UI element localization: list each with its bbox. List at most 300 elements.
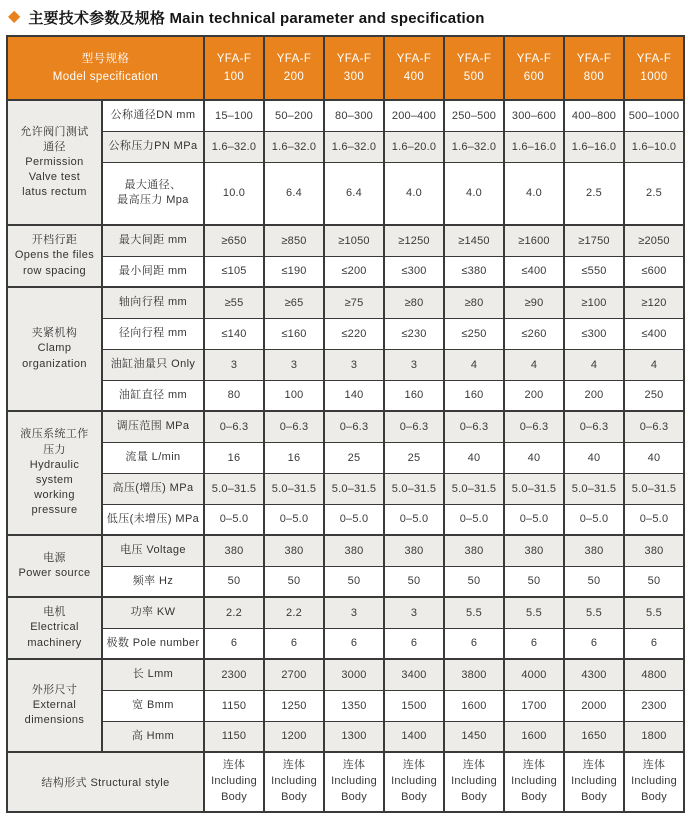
value-cell: ≥120 (624, 287, 684, 318)
structural-style-line: Including (211, 775, 257, 788)
model-spec-header-zh: 型号规格 (81, 52, 130, 65)
model-series-label: YFA-F (516, 52, 552, 65)
value-cell: 0–5.0 (444, 504, 504, 535)
structural-style-line: 连体 (642, 759, 666, 772)
value-cell: 0–6.3 (624, 411, 684, 442)
structural-style-value (624, 752, 684, 812)
value-cell: 1400 (384, 721, 444, 752)
model-header-1000 (624, 36, 684, 100)
value-cell: ≥80 (444, 287, 504, 318)
category-label-line: 夹紧机构 (31, 327, 78, 340)
value-cell: 0–5.0 (384, 504, 444, 535)
category-label-line: 通径 (43, 140, 66, 153)
structural-style-value (504, 752, 564, 812)
value-cell: 50 (504, 566, 564, 597)
value-cell: 40 (624, 442, 684, 473)
value-cell: 4 (504, 349, 564, 380)
value-cell: 1.6–32.0 (204, 131, 264, 162)
value-cell: 3 (384, 349, 444, 380)
value-cell: ≤400 (624, 318, 684, 349)
structural-style-line: Including (571, 775, 617, 788)
structural-style-value (264, 752, 324, 812)
model-series-label: YFA-F (396, 52, 432, 65)
model-header-400 (384, 36, 444, 100)
value-cell: 80 (204, 380, 264, 411)
value-cell: ≤550 (564, 256, 624, 287)
value-cell: 1200 (264, 721, 324, 752)
structural-style-line: Including (331, 775, 377, 788)
category-label-line: 允许阀门测试 (20, 125, 89, 138)
value-cell: 1450 (444, 721, 504, 752)
structural-style-line: 连体 (222, 759, 246, 772)
value-cell: 3 (384, 597, 444, 628)
structural-style-line: Body (581, 790, 607, 803)
category-label-line: 外形尺寸 (31, 683, 78, 696)
model-series-label: YFA-F (276, 52, 312, 65)
structural-style-line: Body (341, 790, 367, 803)
category-label-line: 电机 (43, 606, 66, 619)
structural-style-line: Including (271, 775, 317, 788)
value-cell: 6 (384, 628, 444, 659)
value-cell: 4 (624, 349, 684, 380)
value-cell: 16 (204, 442, 264, 473)
category-label-line: Electrical (30, 621, 79, 634)
category-cell-1 (7, 225, 102, 287)
parameter-label-line: 最大通径、 (124, 179, 182, 192)
category-label-line: organization (22, 357, 87, 370)
parameter-cell (102, 318, 204, 349)
value-cell: 4.0 (384, 162, 444, 225)
table-row (7, 411, 684, 442)
category-label-line: machinery (27, 636, 82, 649)
value-cell: 5.5 (564, 597, 624, 628)
parameter-label-line: 宽 Bmm (132, 699, 174, 712)
parameter-cell (102, 100, 204, 131)
structural-style-line: Body (461, 790, 487, 803)
value-cell: 1500 (384, 690, 444, 721)
value-cell: 3000 (324, 659, 384, 690)
value-cell: 16 (264, 442, 324, 473)
category-label-line: latus rectum (22, 186, 87, 199)
parameter-label-line: 电压 Voltage (120, 544, 186, 557)
structural-style-line: Including (391, 775, 437, 788)
value-cell: 0–6.3 (264, 411, 324, 442)
parameter-cell (102, 162, 204, 225)
value-cell: 1150 (204, 690, 264, 721)
value-cell: ≤250 (444, 318, 504, 349)
value-cell: 4.0 (444, 162, 504, 225)
structural-style-line: Including (631, 775, 677, 788)
parameter-label-line: 轴向行程 mm (118, 296, 188, 309)
value-cell: 2.2 (204, 597, 264, 628)
value-cell: 2300 (204, 659, 264, 690)
parameter-label-line: 最高压力 Mpa (117, 194, 189, 207)
structural-style-line: Including (451, 775, 497, 788)
value-cell: ≥90 (504, 287, 564, 318)
parameter-cell (102, 380, 204, 411)
category-cell-5 (7, 597, 102, 659)
structural-style-line: 连体 (522, 759, 546, 772)
parameter-label-line: 公称压力PN MPa (108, 140, 198, 153)
value-cell: 0–6.3 (444, 411, 504, 442)
parameter-cell (102, 349, 204, 380)
value-cell: ≤160 (264, 318, 324, 349)
structural-style-line: 连体 (282, 759, 306, 772)
value-cell: 300–600 (504, 100, 564, 131)
table-row (7, 535, 684, 566)
value-cell: 1650 (564, 721, 624, 752)
value-cell: 1.6–16.0 (504, 131, 564, 162)
parameter-cell (102, 256, 204, 287)
category-label-line: pressure (31, 504, 78, 517)
structural-style-value (384, 752, 444, 812)
value-cell: ≥100 (564, 287, 624, 318)
value-cell: 0–5.0 (624, 504, 684, 535)
value-cell: 3 (324, 349, 384, 380)
category-cell-2 (7, 287, 102, 411)
parameter-label-line: 低压(未增压) MPa (106, 512, 200, 525)
structural-style-line: 连体 (402, 759, 426, 772)
value-cell: 380 (384, 535, 444, 566)
model-size-label: 100 (223, 71, 245, 83)
parameter-cell (102, 721, 204, 752)
value-cell: 500–1000 (624, 100, 684, 131)
structural-style-line: 连体 (462, 759, 486, 772)
value-cell: 1600 (444, 690, 504, 721)
model-size-label: 300 (343, 71, 365, 83)
value-cell: 380 (264, 535, 324, 566)
value-cell: 400–800 (564, 100, 624, 131)
parameter-label-line: 调压范围 MPa (116, 420, 190, 433)
model-header-200 (264, 36, 324, 100)
structural-style-line: 连体 (342, 759, 366, 772)
value-cell: 6.4 (324, 162, 384, 225)
value-cell: 2700 (264, 659, 324, 690)
model-header-800 (564, 36, 624, 100)
table-row (7, 256, 684, 287)
category-label-line: Hydraulic (29, 458, 80, 471)
table-row (7, 473, 684, 504)
value-cell: ≤220 (324, 318, 384, 349)
table-row (7, 225, 684, 256)
category-label-line: working (34, 489, 75, 502)
structural-style-line: Body (281, 790, 307, 803)
value-cell: 1.6–32.0 (264, 131, 324, 162)
value-cell: 40 (504, 442, 564, 473)
value-cell: ≥2050 (624, 225, 684, 256)
value-cell: 1350 (324, 690, 384, 721)
category-label-line: Power source (18, 567, 91, 579)
value-cell: 2.2 (264, 597, 324, 628)
parameter-cell (102, 566, 204, 597)
table-row (7, 566, 684, 597)
value-cell: 2300 (624, 690, 684, 721)
category-label-line: Valve test (28, 171, 81, 184)
model-size-label: 1000 (640, 71, 668, 83)
value-cell: 25 (324, 442, 384, 473)
category-label-line: Clamp (37, 342, 72, 355)
value-cell: 6 (504, 628, 564, 659)
value-cell: ≥80 (384, 287, 444, 318)
value-cell: 4000 (504, 659, 564, 690)
table-row (7, 349, 684, 380)
value-cell: 5.0–31.5 (444, 473, 504, 504)
value-cell: 380 (564, 535, 624, 566)
value-cell: ≥1050 (324, 225, 384, 256)
category-label-line: row spacing (22, 264, 87, 277)
value-cell: 100 (264, 380, 324, 411)
value-cell: 50 (444, 566, 504, 597)
value-cell: 1700 (504, 690, 564, 721)
value-cell: 15–100 (204, 100, 264, 131)
value-cell: 6.4 (264, 162, 324, 225)
parameter-cell (102, 597, 204, 628)
table-row (7, 597, 684, 628)
value-cell: 380 (624, 535, 684, 566)
value-cell: 5.0–31.5 (624, 473, 684, 504)
table-row (7, 721, 684, 752)
value-cell: 1600 (504, 721, 564, 752)
value-cell: ≤230 (384, 318, 444, 349)
parameter-label-line: 频率 Hz (132, 574, 174, 587)
category-label-line: Permission (25, 155, 84, 168)
value-cell: 200–400 (384, 100, 444, 131)
category-cell-0 (7, 100, 102, 225)
structural-style-value (444, 752, 504, 812)
parameter-label-line: 公称通径DN mm (110, 109, 196, 122)
value-cell: ≥75 (324, 287, 384, 318)
value-cell: 5.0–31.5 (384, 473, 444, 504)
model-header-500 (444, 36, 504, 100)
table-row (7, 504, 684, 535)
structural-style-value (564, 752, 624, 812)
value-cell: ≥1750 (564, 225, 624, 256)
value-cell: 50–200 (264, 100, 324, 131)
value-cell: 250 (624, 380, 684, 411)
value-cell: 10.0 (204, 162, 264, 225)
category-label-line: Opens the files (14, 249, 95, 262)
value-cell: ≥850 (264, 225, 324, 256)
value-cell: ≤190 (264, 256, 324, 287)
page-title (6, 3, 684, 35)
value-cell: ≤400 (504, 256, 564, 287)
category-cell-3 (7, 411, 102, 535)
table-row (7, 287, 684, 318)
structural-style-label: 结构形式 Structural style (7, 752, 204, 812)
value-cell: 1.6–32.0 (324, 131, 384, 162)
model-series-label: YFA-F (456, 52, 492, 65)
table-row (7, 628, 684, 659)
value-cell: 160 (444, 380, 504, 411)
model-series-label: YFA-F (576, 52, 612, 65)
value-cell: 0–5.0 (504, 504, 564, 535)
value-cell: 40 (444, 442, 504, 473)
value-cell: 1250 (264, 690, 324, 721)
parameter-cell (102, 628, 204, 659)
parameter-label-line: 高 Hmm (131, 729, 175, 742)
parameter-cell (102, 659, 204, 690)
value-cell: 200 (564, 380, 624, 411)
parameter-label-line: 最大间距 mm (118, 234, 188, 247)
value-cell: 1150 (204, 721, 264, 752)
table-row (7, 162, 684, 225)
value-cell: 160 (384, 380, 444, 411)
parameter-label-line: 高压(增压) MPa (112, 482, 194, 495)
value-cell: 5.0–31.5 (564, 473, 624, 504)
value-cell: 2000 (564, 690, 624, 721)
value-cell: 0–5.0 (564, 504, 624, 535)
value-cell: ≤260 (504, 318, 564, 349)
value-cell: 5.5 (624, 597, 684, 628)
value-cell: 50 (204, 566, 264, 597)
value-cell: 6 (324, 628, 384, 659)
value-cell: 380 (204, 535, 264, 566)
category-label-line: system (35, 474, 74, 486)
category-cell-6 (7, 659, 102, 752)
value-cell: 1300 (324, 721, 384, 752)
parameter-label-line: 功率 KW (130, 606, 176, 619)
parameter-label-line: 极数 Pole number (106, 636, 200, 649)
structural-style-value (204, 752, 264, 812)
model-spec-header (7, 36, 204, 100)
value-cell: 5.5 (444, 597, 504, 628)
value-cell: 0–6.3 (384, 411, 444, 442)
value-cell: 1.6–20.0 (384, 131, 444, 162)
model-spec-header-en: Model specification (52, 71, 159, 83)
value-cell: 1.6–16.0 (564, 131, 624, 162)
value-cell: 5.5 (504, 597, 564, 628)
model-header-100 (204, 36, 264, 100)
parameter-label-line: 径向行程 mm (118, 327, 188, 340)
table-row (7, 100, 684, 131)
table-body (7, 100, 684, 812)
value-cell: 6 (204, 628, 264, 659)
category-label-line: 开档行距 (31, 234, 78, 247)
diamond-bullet-icon: ◆ (8, 7, 21, 25)
structural-style-value (324, 752, 384, 812)
value-cell: 380 (504, 535, 564, 566)
parameter-label-line: 长 Lmm (132, 668, 174, 681)
value-cell: 380 (324, 535, 384, 566)
value-cell: 0–6.3 (504, 411, 564, 442)
value-cell: ≥1450 (444, 225, 504, 256)
structural-style-line: Body (401, 790, 427, 803)
structural-style-line: Body (641, 790, 667, 803)
value-cell: 5.0–31.5 (204, 473, 264, 504)
value-cell: ≤105 (204, 256, 264, 287)
value-cell: ≤380 (444, 256, 504, 287)
parameter-cell (102, 535, 204, 566)
value-cell: ≤140 (204, 318, 264, 349)
parameter-label-line: 流量 L/min (125, 451, 181, 464)
value-cell: 200 (504, 380, 564, 411)
value-cell: ≥65 (264, 287, 324, 318)
value-cell: 50 (564, 566, 624, 597)
value-cell: 3 (204, 349, 264, 380)
parameter-cell (102, 504, 204, 535)
value-cell: 140 (324, 380, 384, 411)
spec-table (6, 35, 685, 813)
value-cell: 4800 (624, 659, 684, 690)
table-row (7, 131, 684, 162)
value-cell: 250–500 (444, 100, 504, 131)
table-row (7, 318, 684, 349)
value-cell: 0–6.3 (564, 411, 624, 442)
parameter-label-line: 最小间距 mm (118, 264, 188, 277)
value-cell: 4 (564, 349, 624, 380)
value-cell: 0–6.3 (324, 411, 384, 442)
value-cell: ≥1250 (384, 225, 444, 256)
value-cell: 80–300 (324, 100, 384, 131)
parameter-cell (102, 411, 204, 442)
model-series-label: YFA-F (336, 52, 372, 65)
value-cell: 3800 (444, 659, 504, 690)
category-cell-4 (7, 535, 102, 597)
value-cell: 6 (564, 628, 624, 659)
value-cell: 50 (264, 566, 324, 597)
model-size-label: 200 (283, 71, 305, 83)
value-cell: 2.5 (564, 162, 624, 225)
value-cell: ≤600 (624, 256, 684, 287)
model-series-label: YFA-F (216, 52, 252, 65)
parameter-label-line: 油缸油量只 Only (110, 358, 196, 371)
model-size-label: 600 (523, 71, 545, 83)
value-cell: 0–5.0 (324, 504, 384, 535)
structural-style-line: 连体 (582, 759, 606, 772)
table-row (7, 442, 684, 473)
parameter-cell (102, 131, 204, 162)
value-cell: 50 (324, 566, 384, 597)
value-cell: 50 (624, 566, 684, 597)
value-cell: 5.0–31.5 (264, 473, 324, 504)
model-size-label: 400 (403, 71, 425, 83)
model-header-600 (504, 36, 564, 100)
value-cell: 1800 (624, 721, 684, 752)
category-label-line: dimensions (24, 714, 85, 727)
structural-style-row (7, 752, 684, 812)
value-cell: 380 (444, 535, 504, 566)
model-size-label: 800 (583, 71, 605, 83)
value-cell: 25 (384, 442, 444, 473)
parameter-cell (102, 690, 204, 721)
category-label-line: 液压系统工作 (20, 428, 89, 441)
value-cell: 3 (324, 597, 384, 628)
value-cell: 1.6–32.0 (444, 131, 504, 162)
structural-style-line: Including (511, 775, 557, 788)
value-cell: ≤300 (384, 256, 444, 287)
value-cell: 4.0 (504, 162, 564, 225)
value-cell: ≥650 (204, 225, 264, 256)
value-cell: 4 (444, 349, 504, 380)
parameter-label-line: 油缸直径 mm (118, 388, 188, 401)
value-cell: 0–5.0 (204, 504, 264, 535)
table-row (7, 690, 684, 721)
value-cell: 2.5 (624, 162, 684, 225)
value-cell: ≥55 (204, 287, 264, 318)
value-cell: 6 (264, 628, 324, 659)
value-cell: 3400 (384, 659, 444, 690)
value-cell: 6 (444, 628, 504, 659)
table-header-row (7, 36, 684, 100)
structural-style-line: Body (221, 790, 247, 803)
value-cell: 5.0–31.5 (324, 473, 384, 504)
value-cell: 0–5.0 (264, 504, 324, 535)
parameter-cell (102, 225, 204, 256)
table-row (7, 659, 684, 690)
value-cell: 0–6.3 (204, 411, 264, 442)
category-label-line: External (32, 698, 77, 711)
table-row (7, 380, 684, 411)
